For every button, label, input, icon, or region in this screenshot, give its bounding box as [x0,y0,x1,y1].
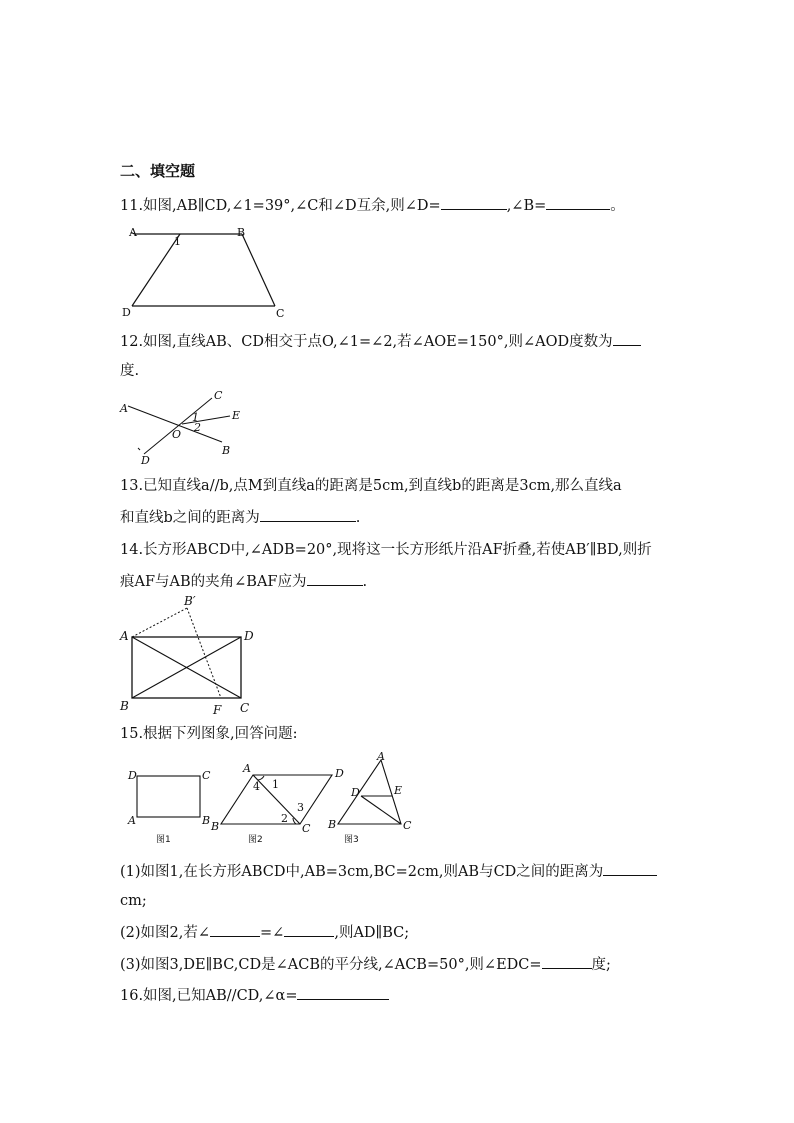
label-b: B [120,699,129,713]
fig2-label-d: D [335,767,344,780]
q15-p3-blank[interactable] [542,954,592,969]
fig2-label-a: A [243,762,251,775]
question-15-p3 [120,954,611,975]
q14-end: . [362,574,368,590]
figure-q15-diagrams [118,752,418,848]
label-d: D [122,306,131,319]
q15-p3-end: 度; [591,957,611,973]
q11-text: 11.如图,AB∥CD,∠1=39°,∠C和∠D互余,则∠D= [120,198,441,214]
label-c: C [276,307,285,320]
question-15-p1-line2: cm; [120,893,147,909]
fig1-label-a: A [128,814,136,827]
q11-blank-b[interactable] [546,195,610,210]
question-16 [120,985,389,1006]
fig1-caption: 图1 [156,835,171,845]
fig3-label-c: C [403,819,412,832]
figure-q11-trapezoid [118,222,298,322]
q12-text: 12.如图,直线AB、CD相交于点O,∠1=∠2,若∠AOE=150°,则∠AOD度数为 [120,334,613,350]
q15-p2-text-a: (2)如图2,若∠ [120,925,211,941]
q13-blank[interactable] [260,507,356,522]
question-13-line1: 13.已知直线a//b,点M到直线a的距离是5cm,到直线b的距离是3cm,那么直线a [120,478,622,494]
fig1-label-c: C [202,769,211,782]
fig3-label-e: E [394,784,403,797]
label-c: C [214,389,223,402]
question-15-line1: 15.根据下列图象,回答问题: [120,726,298,742]
q15-p3-text: (3)如图3,DE∥BC,CD是∠ACB的平分线,∠ACB=50°,则∠EDC= [120,957,542,973]
q13-end: . [355,510,361,526]
fig3-label-a: A [377,750,385,763]
fig2-label-1: 1 [272,778,279,791]
q16-blank[interactable] [297,985,389,1000]
line-cd [144,398,212,454]
fig1-label-d: D [128,769,137,782]
fig3-triangle [327,750,412,845]
question-14-line1: 14.长方形ABCD中,∠ADB=20°,现将这一长方形纸片沿AF折叠,若使AB′∥BD,则折 [120,542,652,558]
q11-blank-d[interactable] [441,195,507,210]
line-bc [242,234,275,306]
label-c: C [240,701,250,715]
q14-text: 痕AF与AB的夹角∠BAF应为 [120,574,307,590]
question-15-p2 [120,922,409,943]
label-b: B [222,444,231,457]
label-2: 2 [194,421,201,434]
q13-text: 和直线b之间的距离为 [120,510,260,526]
figure-q12-lines [118,388,258,468]
label-d: D [244,629,254,643]
label-d: D [141,454,150,467]
q12-blank[interactable] [613,331,641,346]
label-1: 1 [192,411,199,424]
question-11 [120,195,625,216]
label-o: O [172,428,182,441]
question-15-p1-line1 [120,861,657,882]
label-e: E [232,409,241,422]
fig2-parallelogram [210,762,344,845]
fig2-label-b: B [211,820,220,833]
q11-text-b: ,∠B= [506,198,547,214]
q15-p1-text: (1)如图1,在长方形ABCD中,AB=3cm,BC=2cm,则AB与CD之间的距离为 [120,864,604,880]
question-12-line2: 度. [120,363,140,379]
fig2-caption: 图2 [248,835,263,845]
fig3-label-d: D [351,786,360,799]
q11-text-c: 。 [610,198,625,214]
fig2-label-4: 4 [253,780,260,793]
section-title: 二、填空题 [120,162,196,180]
line-ad [132,234,180,306]
question-14-line2 [120,571,367,592]
q15-p2-blank-2[interactable] [284,922,334,937]
q15-p2-blank-1[interactable] [210,922,260,937]
q16-text: 16.如图,已知AB//CD,∠α= [120,988,298,1004]
label-a: A [120,402,128,415]
fold-ab-prime [132,608,187,637]
fig2-label-3: 3 [297,801,304,814]
fig1-label-b: B [202,814,211,827]
fold-bprime-f [187,608,221,698]
q15-p1-blank[interactable] [603,861,657,876]
label-a: A [129,226,137,239]
figure-q14-rectangle [117,596,267,718]
fig3-label-b: B [328,818,337,831]
label-bprime: B′ [184,594,196,608]
label-b: B [237,226,246,239]
q15-p2-text-c: ,则AD∥BC; [334,925,410,941]
question-12-line1 [120,331,641,352]
q14-blank[interactable] [307,571,363,586]
q15-p2-text-b: =∠ [260,925,285,941]
fig2-label-c: C [302,822,311,835]
question-13-line2 [120,507,360,528]
label-1: 1 [174,235,181,248]
label-a: A [120,629,129,643]
fig2-label-2: 2 [281,812,288,825]
fig1-rectangle [127,769,211,845]
fig3-caption: 图3 [344,835,359,845]
label-f: F [213,703,222,717]
